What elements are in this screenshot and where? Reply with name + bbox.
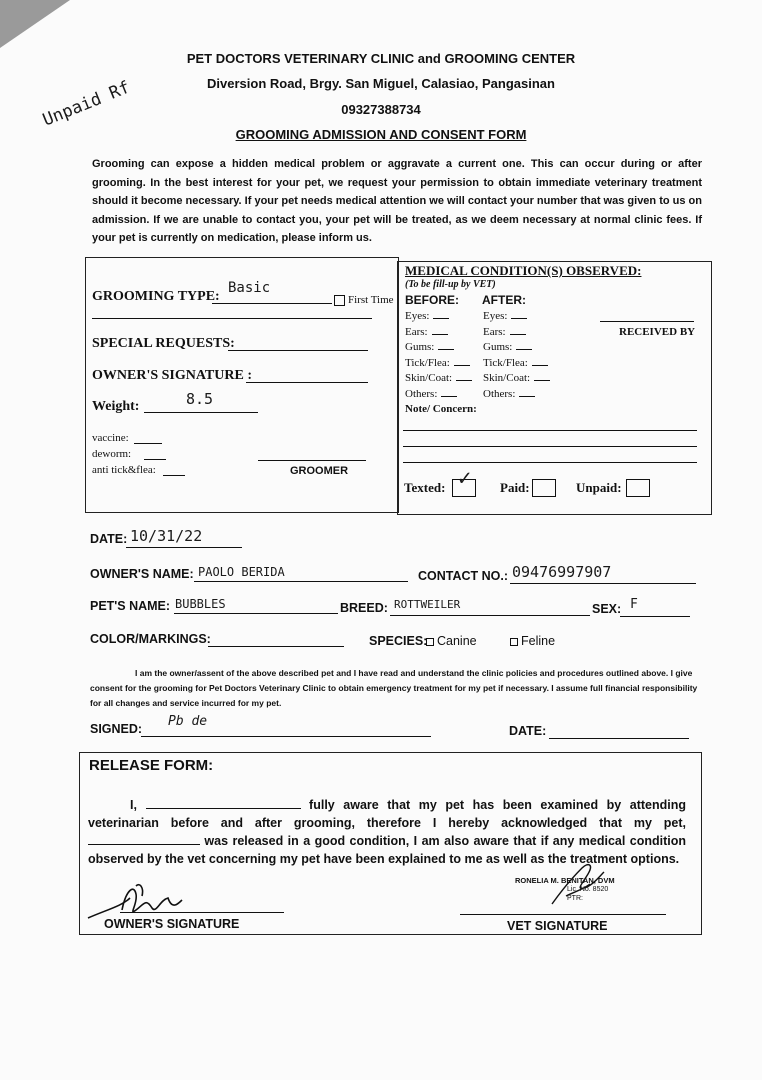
note-line-1[interactable] bbox=[403, 430, 697, 431]
unpaid-checkbox[interactable] bbox=[626, 479, 650, 497]
special-requests-label: SPECIAL REQUESTS: bbox=[92, 336, 235, 351]
before-label: BEFORE: bbox=[405, 293, 459, 307]
medical-item-label: Eyes: bbox=[483, 310, 508, 322]
weight-value[interactable]: 8.5 bbox=[186, 390, 214, 408]
margin-note: Unpaid Rf bbox=[40, 77, 133, 131]
grooming-type-value[interactable]: Basic bbox=[228, 280, 271, 296]
medical-item-blank[interactable] bbox=[534, 371, 550, 381]
medical-item-label: Eyes: bbox=[405, 310, 430, 322]
signed-date-line[interactable] bbox=[549, 738, 689, 739]
vaccine-line[interactable] bbox=[134, 443, 162, 444]
canine-checkbox-icon[interactable] bbox=[426, 638, 434, 646]
canine-label: Canine bbox=[437, 634, 477, 648]
pet-name-label: PET'S NAME: bbox=[90, 599, 171, 613]
medical-before-item bbox=[405, 371, 472, 384]
date-line bbox=[126, 547, 242, 548]
owner-name-value[interactable]: PAOLO BERIDA bbox=[198, 565, 285, 579]
release-paragraph bbox=[88, 796, 686, 868]
medical-before-item bbox=[405, 309, 449, 322]
medical-before-item bbox=[405, 356, 470, 369]
feline-label: Feline bbox=[521, 634, 556, 648]
anti-tick-label: anti tick&flea: bbox=[92, 464, 156, 476]
medical-item-blank[interactable] bbox=[438, 340, 454, 350]
medical-item-label: Skin/Coat: bbox=[483, 372, 531, 384]
color-markings-line[interactable] bbox=[208, 646, 344, 647]
release-text-2: fully aware that my pet has been examined by attending veterinarian before and after grooming, therefore I hereby acknowledged that my pet, bbox=[88, 798, 687, 830]
pet-name-value[interactable]: BUBBLES bbox=[175, 597, 226, 611]
breed-line bbox=[390, 615, 590, 616]
note-line-2[interactable] bbox=[403, 446, 697, 447]
sex-value[interactable]: F bbox=[630, 597, 638, 612]
note-concern-label: Note/ Concern: bbox=[405, 403, 477, 415]
deworm-line[interactable] bbox=[144, 459, 166, 460]
medical-item-blank[interactable] bbox=[433, 309, 449, 319]
paid-label: Paid: bbox=[500, 480, 530, 495]
breed-value[interactable]: ROTTWEILER bbox=[394, 598, 461, 611]
received-by-label: RECEIVED BY bbox=[619, 326, 696, 338]
medical-after-item bbox=[483, 387, 535, 400]
vet-signature-label: VET SIGNATURE bbox=[507, 919, 608, 933]
owner-name-label: OWNER'S NAME: bbox=[90, 567, 194, 581]
pet-name-line bbox=[174, 613, 338, 614]
sex-line bbox=[620, 616, 690, 617]
vet-stamp-ptr: PTR: bbox=[567, 895, 583, 902]
date-label: DATE: bbox=[90, 532, 128, 546]
sex-label: SEX: bbox=[592, 602, 622, 616]
paid-checkbox[interactable] bbox=[532, 479, 556, 497]
release-text-1: I, bbox=[130, 798, 146, 812]
grooming-type-label: GROOMING TYPE: bbox=[92, 289, 220, 304]
medical-after-item bbox=[483, 340, 532, 353]
vaccine-label: vaccine: bbox=[92, 432, 129, 444]
medical-item-label: Tick/Flea: bbox=[483, 356, 528, 369]
medical-item-label: Gums: bbox=[483, 341, 513, 353]
contact-value[interactable]: 09476997907 bbox=[512, 563, 612, 581]
canine-option[interactable] bbox=[426, 634, 477, 648]
medical-after-item bbox=[483, 325, 526, 338]
vet-signature-line[interactable] bbox=[460, 914, 666, 915]
contact-line bbox=[510, 583, 696, 584]
owner-signature-label: OWNER'S SIGNATURE : bbox=[92, 368, 252, 383]
checkbox-icon[interactable] bbox=[334, 295, 345, 306]
signed-date-label: DATE: bbox=[509, 724, 547, 738]
weight-label: Weight: bbox=[92, 399, 140, 414]
medical-item-label: Others: bbox=[405, 387, 438, 400]
vet-stamp-name: RONELIA M. BENITAN, DVM bbox=[515, 876, 615, 885]
folded-corner bbox=[0, 0, 70, 48]
color-markings-label: COLOR/MARKINGS: bbox=[90, 632, 211, 646]
medical-after-item bbox=[483, 356, 548, 369]
consent-paragraph: I am the owner/assent of the above described pet and I have read and understand the clinic policies and procedures outlined above. I give consent for the grooming for Pet Doctors Veterinary Clinic to obtain emergency treatment for my pet if necessary. I assume full financial responsibility for all changes and service incurred for my pet. bbox=[90, 668, 698, 708]
clinic-address: Diversion Road, Brgy. San Miguel, Calasiao, Pangasinan bbox=[207, 76, 555, 91]
owner-name-line bbox=[194, 581, 408, 582]
special-requests-line[interactable] bbox=[228, 350, 368, 351]
first-time-label: First Time bbox=[348, 294, 394, 306]
medical-before-item bbox=[405, 340, 454, 353]
medical-item-label: Skin/Coat: bbox=[405, 372, 453, 384]
date-value[interactable]: 10/31/22 bbox=[130, 527, 203, 545]
contact-label: CONTACT NO.: bbox=[418, 569, 509, 583]
first-time-checkbox[interactable] bbox=[334, 294, 394, 306]
feline-option[interactable] bbox=[510, 634, 555, 648]
release-title: RELEASE FORM: bbox=[89, 757, 214, 774]
medical-item-label: Gums: bbox=[405, 341, 435, 353]
medical-item-blank[interactable] bbox=[519, 387, 535, 397]
medical-after-item bbox=[483, 371, 550, 384]
medical-item-blank[interactable] bbox=[432, 325, 448, 335]
signed-line bbox=[141, 736, 431, 737]
release-owner-signature-label: OWNER'S SIGNATURE bbox=[104, 917, 240, 931]
groomer-label: GROOMER bbox=[290, 465, 349, 477]
clinic-phone: 09327388734 bbox=[341, 102, 421, 117]
signed-value[interactable]: Pb de bbox=[168, 714, 208, 729]
anti-tick-line[interactable] bbox=[163, 475, 185, 476]
after-label: AFTER: bbox=[482, 293, 526, 307]
species-label: SPECIES: bbox=[369, 634, 428, 648]
grooming-extra-line bbox=[92, 318, 372, 319]
texted-check-mark: ✓ bbox=[458, 466, 472, 491]
medical-item-blank[interactable] bbox=[456, 371, 472, 381]
vet-stamp-lic: Lic. No. 8520 bbox=[567, 886, 609, 893]
weight-line bbox=[144, 412, 258, 413]
unpaid-label: Unpaid: bbox=[576, 480, 622, 495]
note-line-3[interactable] bbox=[403, 462, 697, 463]
form-title: GROOMING ADMISSION AND CONSENT FORM bbox=[235, 127, 527, 142]
feline-checkbox-icon[interactable] bbox=[510, 638, 518, 646]
received-by-line[interactable] bbox=[600, 321, 694, 322]
release-text-3: was released in a good condition, I am also aware that if any medical condition observed by the vet concerning my pet have been explained to me as well as the treatment options. bbox=[88, 834, 686, 866]
medical-after-item bbox=[483, 309, 527, 322]
grooming-type-line bbox=[212, 303, 332, 304]
intro-paragraph: Grooming can expose a hidden medical problem or aggravate a current one. This can occur during or after grooming. In the best interest for your pet, we request your permission to obtain immediate veterinary treatment should it become necessary. If your pet needs medical attention we will contact your number that was given to us on admission. If we are unable to contact you, your pet will be treated, as we deem necessary at normal clinic fees. If your pet is currently on medication, please inform us. bbox=[92, 158, 702, 244]
release-pet-name-line[interactable] bbox=[88, 832, 200, 845]
medical-item-blank[interactable] bbox=[532, 356, 548, 366]
medical-before-item bbox=[405, 387, 457, 400]
medical-item-blank[interactable] bbox=[441, 387, 457, 397]
medical-title: MEDICAL CONDITION(S) OBSERVED: bbox=[405, 263, 642, 278]
medical-item-label: Tick/Flea: bbox=[405, 356, 450, 369]
medical-subtitle: (To be fill-up by VET) bbox=[405, 279, 496, 290]
owner-signature-line[interactable] bbox=[246, 382, 368, 383]
texted-label: Texted: bbox=[404, 480, 446, 495]
deworm-label: deworm: bbox=[92, 448, 132, 460]
vet-signature-scribble bbox=[548, 860, 608, 908]
medical-item-blank[interactable] bbox=[511, 309, 527, 319]
signed-label: SIGNED: bbox=[90, 722, 143, 736]
clinic-name: PET DOCTORS VETERINARY CLINIC and GROOMING CENTER bbox=[186, 51, 576, 66]
medical-item-label: Others: bbox=[483, 387, 516, 400]
medical-item-label: Ears: bbox=[483, 325, 506, 338]
release-owner-signature-line[interactable] bbox=[120, 912, 284, 913]
medical-item-blank[interactable] bbox=[454, 356, 470, 366]
breed-label: BREED: bbox=[340, 601, 388, 615]
medical-before-item bbox=[405, 325, 448, 338]
groomer-line[interactable] bbox=[258, 460, 366, 461]
release-owner-name-line[interactable] bbox=[146, 796, 301, 809]
medical-item-blank[interactable] bbox=[516, 340, 532, 350]
medical-item-blank[interactable] bbox=[510, 325, 526, 335]
medical-item-label: Ears: bbox=[405, 325, 428, 338]
